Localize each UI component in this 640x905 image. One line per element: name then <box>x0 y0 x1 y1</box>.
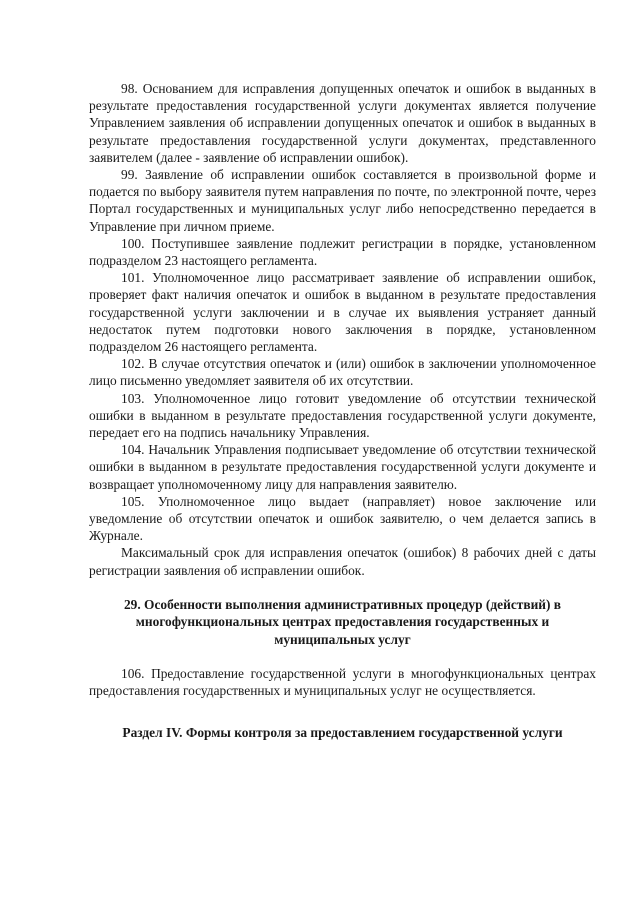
paragraph-max-term: Максимальный срок для исправления опечаток (ошибок) 8 рабочих дней с даты регистрации заявления об исправлении ошибок. <box>89 545 596 578</box>
paragraph-102: 102. В случае отсутствия опечаток и (или) ошибок в заключении уполномоченное лицо письменно уведомляет заявителя об их отсутствии. <box>89 356 596 389</box>
paragraph-104: 104. Начальник Управления подписывает уведомление об отсутствии технической ошибки в выданном в результате предоставления государственной услуги документе и возвращает уполномоченному лицу для направления заявителю. <box>89 442 596 492</box>
paragraph-100: 100. Поступившее заявление подлежит регистрации в порядке, установленном подразделом 23 настоящего регламента. <box>89 235 596 269</box>
paragraph-106: 106. Предоставление государственной услуги в многофункциональных центрах предоставления государственных и муниципальных услуг не осуществляется. <box>89 665 596 698</box>
section-title: Раздел IV. Формы контроля за предоставлением государственной услуги <box>122 725 563 741</box>
paragraph-103: 103. Уполномоченное лицо готовит уведомление об отсутствии технической ошибки в выданном в результате предоставления государственной услуги документе, передает его на подпись начальнику Управления. <box>89 390 596 441</box>
document-body <box>89 80 596 742</box>
subsection-heading: 29. Особенности выполнения административных процедур (действий) в многофункциональных центрах предоставления государственных и муниципальных услуг <box>123 596 562 648</box>
paragraph-99: 99. Заявление об исправлении ошибок составляется в произвольной форме и подается по выбору заявителя путем направления по почте, по электронной почте, через Портал государственных и муниципальных услуг либо непосредственно передается в Управление при личном приеме. <box>89 167 596 234</box>
spacer <box>89 649 596 665</box>
paragraph-101: 101. Уполномоченное лицо рассматривает заявление об исправлении ошибок, проверяет факт наличия опечаток и ошибок в выданном в результате предоставления государственной услуги заключении и в случае их выявления устраняет данный недостаток путем подготовки нового заключения в порядке, установленном подразделом 26 настоящего регламента. <box>89 270 596 355</box>
paragraph-98: 98. Основанием для исправления допущенных опечаток и ошибок в выданных в результате предоставления государственной услуги документах является получение Управлением заявления об исправлении допущенных опечаток и ошибок в выданных в результате предоставления государственной услуги документах, представленного заявителем (далее - заявление об исправлении ошибок). <box>89 81 596 165</box>
paragraph-105: 105. Уполномоченное лицо выдает (направляет) новое заключение или уведомление об отсутствии опечаток и ошибок заявителю, о чем делается запись в Журнале. <box>89 493 596 544</box>
